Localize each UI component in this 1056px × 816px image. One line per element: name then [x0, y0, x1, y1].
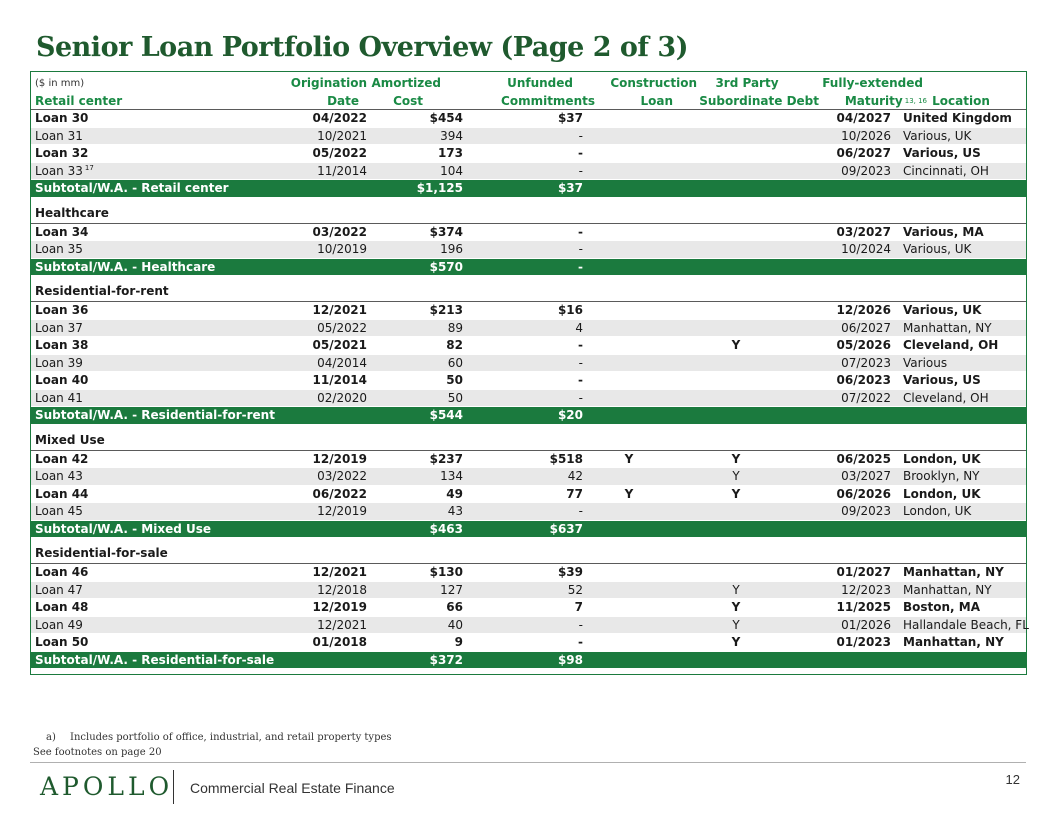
amortized-cost: 60: [447, 355, 463, 370]
origination-date: 12/2021: [317, 617, 367, 632]
origination-header-line2: Date: [327, 94, 359, 108]
location: London, UK: [903, 504, 972, 519]
subordinate-debt: [681, 145, 791, 162]
location: Various, UK: [903, 128, 972, 143]
origination-date: 12/2021: [312, 565, 367, 580]
unfunded-commitments: -: [578, 355, 583, 370]
construction-loan: [591, 503, 667, 520]
amortized-cost: $454: [429, 111, 463, 126]
origination-date: 04/2022: [312, 111, 367, 126]
table-row: [31, 241, 1026, 259]
subordinate-debt: Y: [731, 486, 741, 501]
unfunded-commitments: 77: [566, 486, 583, 501]
origination-date: 11/2014: [317, 163, 367, 178]
table-row: [31, 128, 1026, 146]
footnote: [46, 732, 392, 743]
maturity-date: 04/2027: [836, 111, 891, 126]
construction-loan: [591, 224, 667, 241]
section-header: [31, 425, 1026, 451]
amortized-cost: 9: [454, 635, 463, 650]
first-column-header: Retail center: [35, 94, 123, 108]
maturity-date: 03/2027: [841, 469, 891, 484]
footer-rule: [30, 762, 1026, 763]
subtotal-unfunded: $20: [557, 408, 583, 423]
origination-date: 05/2021: [312, 338, 367, 353]
page-number: 12: [1005, 772, 1020, 787]
footnote-ref: 17: [84, 163, 94, 172]
section-label: Mixed Use: [35, 432, 105, 447]
location: Various, UK: [903, 303, 982, 318]
construction-loan: [591, 128, 667, 145]
subordinate-debt: [681, 302, 791, 319]
footer-divider: [173, 770, 174, 804]
subtotal-row: [31, 652, 1026, 670]
subtotal-label: Subtotal/W.A. - Residential-for-sale: [35, 652, 275, 667]
amortized-cost: $213: [429, 303, 463, 318]
subordinate-debt: Y: [731, 635, 741, 650]
construction-loan: [591, 582, 667, 599]
origination-date: 10/2021: [317, 128, 367, 143]
unfunded-header-line1: Unfunded: [507, 76, 573, 90]
loan-name-text: Loan 31: [35, 128, 83, 143]
origination-header-line1: Origination: [290, 76, 367, 90]
loan-name-text: Loan 39: [35, 355, 83, 370]
amortized-cost: 134: [440, 469, 463, 484]
subordinate-debt: Y: [731, 451, 741, 466]
maturity-date: 12/2023: [841, 582, 891, 597]
subordinate-debt: [681, 564, 791, 581]
construction-loan: [591, 564, 667, 581]
section-header: [31, 198, 1026, 224]
subtotal-unfunded: -: [578, 259, 583, 274]
origination-date: 12/2019: [312, 451, 367, 466]
unfunded-commitments: -: [578, 128, 583, 143]
table-row: [31, 163, 1026, 181]
construction-header-line1: Construction: [610, 76, 697, 90]
subordinate-debt: Y: [732, 582, 740, 597]
section-label: Residential-for-sale: [35, 546, 168, 560]
location: Cleveland, OH: [903, 338, 999, 353]
loan-table: [30, 71, 1027, 675]
subtotal-cost: $544: [429, 408, 463, 423]
subtotal-unfunded: $637: [549, 521, 583, 536]
location: Various, MA: [903, 224, 984, 239]
footnote-text: Includes portfolio of office, industrial, and retail property types: [70, 732, 392, 743]
unfunded-commitments: -: [578, 504, 583, 519]
amortized-cost: 43: [447, 504, 463, 519]
loan-name-text: Loan 48: [35, 600, 89, 615]
subordinate-debt: [681, 355, 791, 372]
subtotal-row: [31, 407, 1026, 425]
loan-name-text: Loan 41: [35, 390, 83, 405]
subordinate-debt: Y: [731, 338, 741, 353]
amortized-cost: 40: [447, 617, 463, 632]
maturity-date: 06/2026: [836, 486, 891, 501]
construction-loan: [591, 617, 667, 634]
construction-loan: [591, 599, 667, 616]
origination-date: 03/2022: [317, 469, 367, 484]
amortized-cost: $130: [429, 565, 463, 580]
section-header: [31, 538, 1026, 564]
amortized-cost: 89: [447, 320, 463, 335]
unfunded-commitments: -: [578, 635, 583, 650]
loan-name-text: Loan 36: [35, 303, 89, 318]
construction-loan: [591, 302, 667, 319]
origination-date: 05/2022: [317, 320, 367, 335]
construction-loan: [591, 634, 667, 651]
subtotal-unfunded: $37: [557, 181, 583, 196]
subordinate-debt: [681, 390, 791, 407]
loan-name-text: Loan 37: [35, 320, 83, 335]
subordinate-header-line1: 3rd Party: [715, 76, 779, 90]
maturity-date: 01/2027: [836, 565, 891, 580]
location: Various: [903, 355, 948, 370]
maturity-date: 11/2025: [836, 600, 891, 615]
table-row: [31, 372, 1026, 390]
maturity-date: 05/2026: [836, 338, 891, 353]
maturity-date: 03/2027: [836, 224, 891, 239]
table-row: [31, 486, 1026, 504]
loan-name-text: Loan 43: [35, 469, 83, 484]
table-row: [31, 302, 1026, 320]
loan-name-text: Loan 50: [35, 635, 89, 650]
location: Boston, MA: [903, 600, 981, 615]
origination-date: 12/2021: [312, 303, 367, 318]
table-header: [31, 72, 1026, 110]
maturity-date: 09/2023: [841, 163, 891, 178]
page-title: Senior Loan Portfolio Overview (Page 2 of 3): [36, 32, 688, 63]
unfunded-commitments: $518: [549, 451, 583, 466]
subtotal-row: [31, 259, 1026, 277]
unfunded-commitments: -: [578, 242, 583, 257]
table-row: [31, 634, 1026, 652]
origination-date: 12/2019: [317, 504, 367, 519]
unfunded-commitments: $37: [557, 111, 583, 126]
origination-date: 05/2022: [312, 146, 367, 161]
subtotal-label: Subtotal/W.A. - Residential-for-rent: [35, 408, 275, 423]
loan-name-text: Loan 30: [35, 111, 89, 126]
unfunded-commitments: $16: [557, 303, 583, 318]
location: Various, US: [903, 373, 981, 388]
subordinate-debt: [681, 320, 791, 337]
units-label: ($ in mm): [35, 77, 85, 89]
loan-name-text: Loan 44: [35, 486, 89, 501]
brand-subtitle: Commercial Real Estate Finance: [190, 780, 395, 796]
construction-loan: [591, 320, 667, 337]
table-row: [31, 503, 1026, 521]
construction-loan: [591, 241, 667, 258]
location: Various, UK: [903, 242, 972, 257]
location: Hallandale Beach, FL: [903, 617, 1029, 632]
table-row: [31, 617, 1029, 635]
location-header: Location: [932, 94, 990, 108]
unfunded-commitments: 7: [574, 600, 583, 615]
unfunded-commitments: 52: [567, 582, 583, 597]
maturity-date: 07/2023: [841, 355, 891, 370]
maturity-date: 06/2025: [836, 451, 891, 466]
table-row: [31, 224, 1026, 242]
subtotal-row: [31, 521, 1026, 539]
subordinate-header-line2: Subordinate Debt: [699, 94, 819, 108]
apollo-logo: APOLLO: [40, 772, 174, 801]
loan-name-text: Loan 32: [35, 146, 89, 161]
subordinate-debt: [681, 128, 791, 145]
construction-loan: [591, 145, 667, 162]
unfunded-commitments: 42: [567, 469, 583, 484]
subordinate-debt: [681, 110, 791, 127]
loan-name-text: Loan 35: [35, 242, 83, 257]
footnote-marker: a): [46, 732, 56, 743]
loan-name-text: Loan 40: [35, 373, 89, 388]
loan-name-text: Loan 47: [35, 582, 83, 597]
loan-name-text: Loan 38: [35, 338, 89, 353]
subordinate-debt: Y: [731, 600, 741, 615]
construction-loan: [591, 337, 667, 354]
unfunded-commitments: -: [578, 146, 583, 161]
unfunded-commitments: -: [578, 617, 583, 632]
loan-name-text: Loan 34: [35, 224, 89, 239]
table-row: [31, 390, 1026, 408]
section-label: Residential-for-rent: [35, 284, 169, 298]
unfunded-commitments: $39: [557, 565, 583, 580]
amortized-cost: 50: [447, 390, 463, 405]
origination-date: 01/2018: [312, 635, 367, 650]
location: Brooklyn, NY: [903, 469, 980, 484]
subordinate-debt: [681, 241, 791, 258]
amortized-cost: $237: [429, 451, 463, 466]
subordinate-debt: [681, 372, 791, 389]
amortized-cost: $374: [429, 224, 463, 239]
subtotal-label: Subtotal/W.A. - Retail center: [35, 181, 229, 196]
maturity-header-line2: Maturity 13, 16: [844, 94, 927, 108]
subordinate-debt: [681, 163, 791, 180]
subtotal-cost: $1,125: [416, 181, 463, 196]
maturity-date: 10/2024: [841, 242, 891, 257]
origination-date: 11/2014: [312, 373, 367, 388]
origination-date: 04/2014: [317, 355, 367, 370]
loan-name-text: Loan 33: [35, 163, 83, 178]
location: Cincinnati, OH: [903, 163, 989, 178]
maturity-date: 07/2022: [841, 390, 891, 405]
unfunded-header-line2: Commitments: [501, 94, 595, 108]
loan-name-text: Loan 45: [35, 504, 83, 519]
loan-name-text: Loan 46: [35, 565, 89, 580]
table-row: [31, 355, 1026, 373]
subtotal-label: Subtotal/W.A. - Mixed Use: [35, 521, 212, 536]
maturity-date: 09/2023: [841, 504, 891, 519]
location: Manhattan, NY: [903, 565, 1004, 580]
subordinate-debt: Y: [732, 617, 740, 632]
amortized-cost: 196: [440, 242, 463, 257]
see-footnotes-note: See footnotes on page 20: [33, 747, 162, 758]
table-row: [31, 320, 1026, 338]
construction-header-line2: Loan: [640, 94, 673, 108]
amortized-cost: 49: [446, 486, 463, 501]
maturity-date: 01/2026: [841, 617, 891, 632]
origination-date: 12/2019: [312, 600, 367, 615]
maturity-date: 10/2026: [841, 128, 891, 143]
construction-loan: [591, 390, 667, 407]
maturity-date: 06/2027: [841, 320, 891, 335]
table-body: [31, 110, 1029, 669]
origination-date: 12/2018: [317, 582, 367, 597]
section-header: [31, 276, 1026, 302]
amortized-cost: 394: [440, 128, 463, 143]
table-row: [31, 145, 1026, 163]
maturity-header-line1: Fully-extended: [822, 76, 923, 90]
construction-loan: [591, 355, 667, 372]
location: London, UK: [903, 451, 981, 466]
unfunded-commitments: -: [578, 163, 583, 178]
unfunded-commitments: -: [578, 390, 583, 405]
origination-date: 03/2022: [312, 224, 367, 239]
construction-loan: Y: [624, 451, 634, 466]
subordinate-debt: [681, 503, 791, 520]
subtotal-cost: $372: [429, 652, 463, 667]
maturity-date: 06/2023: [836, 373, 891, 388]
amortized-cost: 104: [440, 163, 463, 178]
location: London, UK: [903, 486, 981, 501]
location: Cleveland, OH: [903, 390, 989, 405]
amortized-cost: 66: [446, 600, 463, 615]
subordinate-debt: Y: [732, 469, 740, 484]
origination-date: 06/2022: [312, 486, 367, 501]
subtotal-label: Subtotal/W.A. - Healthcare: [35, 259, 216, 274]
maturity-date: 01/2023: [836, 635, 891, 650]
construction-loan: [591, 110, 667, 127]
unfunded-commitments: -: [578, 338, 583, 353]
loan-name-text: Loan 49: [35, 617, 83, 632]
unfunded-commitments: -: [578, 224, 583, 239]
maturity-date: 12/2026: [836, 303, 891, 318]
construction-loan: [591, 163, 667, 180]
table-row: [31, 564, 1026, 582]
location: Manhattan, NY: [903, 582, 992, 597]
cost-header-line1: Amortized: [371, 76, 441, 90]
subtotal-unfunded: $98: [557, 652, 583, 667]
location: Manhattan, NY: [903, 320, 992, 335]
amortized-cost: 50: [446, 373, 463, 388]
location: United Kingdom: [903, 111, 1012, 126]
subtotal-row: [31, 180, 1026, 198]
table-row: [31, 451, 1026, 469]
amortized-cost: 82: [446, 338, 463, 353]
table-row: [31, 582, 1026, 600]
maturity-date: 06/2027: [836, 146, 891, 161]
unfunded-commitments: 4: [575, 320, 583, 335]
table-row: [31, 599, 1026, 617]
subordinate-debt: [681, 224, 791, 241]
amortized-cost: 127: [440, 582, 463, 597]
construction-loan: [591, 372, 667, 389]
subtotal-cost: $570: [429, 259, 463, 274]
origination-date: 10/2019: [317, 242, 367, 257]
origination-date: 02/2020: [317, 390, 367, 405]
loan-name-text: Loan 42: [35, 451, 89, 466]
amortized-cost: 173: [437, 146, 463, 161]
section-label: Healthcare: [35, 205, 109, 220]
table-row: [31, 337, 1026, 355]
table-row: [31, 468, 1026, 486]
subtotal-cost: $463: [429, 521, 463, 536]
construction-loan: [591, 468, 667, 485]
cost-header-line2: Cost: [393, 94, 423, 108]
location: Various, US: [903, 146, 981, 161]
construction-loan: Y: [624, 486, 634, 501]
location: Manhattan, NY: [903, 635, 1004, 650]
table-row: [31, 110, 1026, 128]
unfunded-commitments: -: [578, 373, 583, 388]
